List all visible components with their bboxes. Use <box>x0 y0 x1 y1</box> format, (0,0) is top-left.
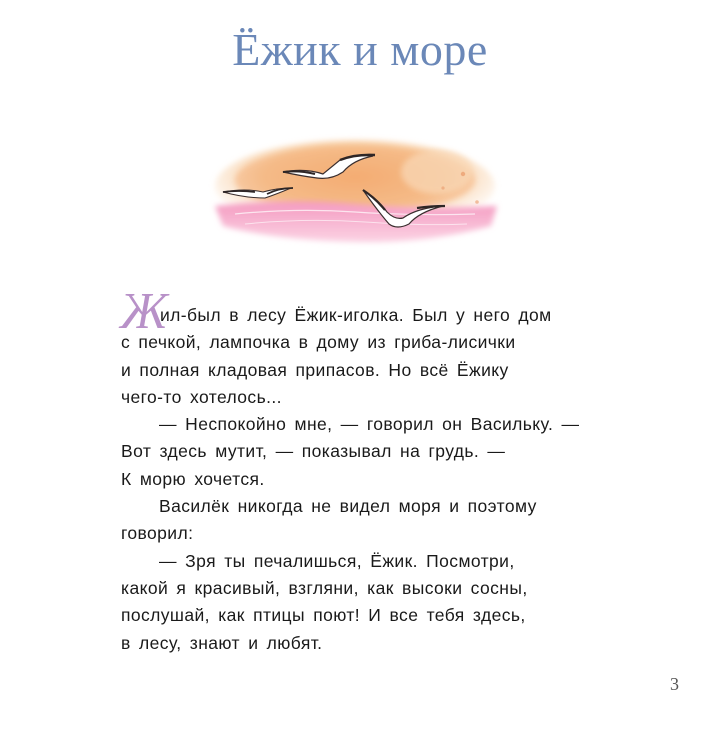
first-line-text: ил-был в лесу Ёжик-иголка. Был у него дом <box>160 305 552 325</box>
story-line: чего-то хотелось... <box>121 386 282 407</box>
story-line: в лесу, знают и любят. <box>121 632 323 653</box>
story-line: и полная кладовая припасов. Но всё Ёжику <box>121 359 509 380</box>
drop-cap: Ж <box>120 283 169 340</box>
story-lines <box>121 329 621 657</box>
story-line: — Зря ты печалишься, Ёжик. Посмотри, <box>159 550 515 571</box>
story-line: с печкой, лампочка в дому из гриба-лисички <box>121 332 516 353</box>
story-line: — Неспокойно мне, — говорил он Васильку. — <box>159 414 580 435</box>
story-line: К морю хочется. <box>121 468 265 489</box>
story-title: Ёжик и море <box>232 24 488 75</box>
story-line: говорил: <box>121 523 194 544</box>
story-line: Вот здесь мутит, — показывал на грудь. — <box>121 441 506 462</box>
story-text <box>120 283 621 657</box>
page-number: 3 <box>670 674 679 694</box>
story-line: послушай, как птицы поют! И все тебя здесь, <box>121 605 526 626</box>
story-line: какой я красивый, взгляни, как высоки сосны, <box>121 577 528 598</box>
story-line: Василёк никогда не видел моря и поэтому <box>159 496 537 517</box>
seagulls-over-sea-icon <box>205 128 505 258</box>
story-first-line <box>120 283 621 340</box>
